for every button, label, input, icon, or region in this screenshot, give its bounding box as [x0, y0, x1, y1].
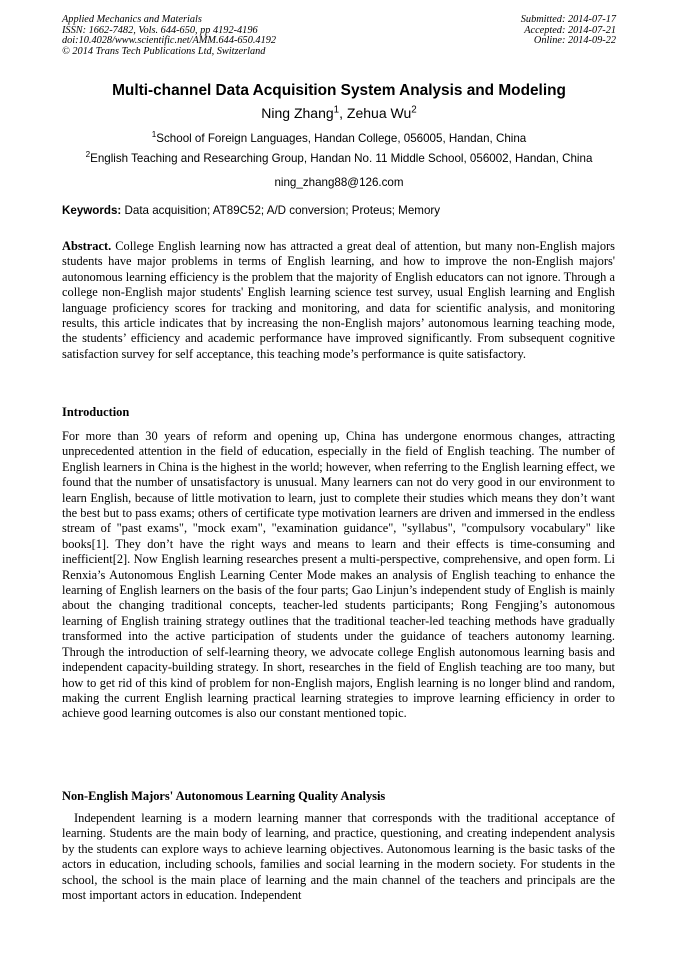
- author-name: Ning Zhang: [261, 105, 334, 121]
- abstract-text: College English learning now has attracted a great deal of attention, but many non-English majors students have major problems in terms of English learning, and how to improve the non-English majors' autonomous learning efficiency is the problem that the majority of English educators can not ignore. Through a college non-English major students' English learning science test survey, usual English learning and English language proficiency scores for tracking and monitoring, and data for scientific analysis, and monitoring results, this article indicates that by increasing the non-English majors’ autonomous learning teaching mode, the students’ efficiency and academic performance have improved significantly. From subsequent cognitive satisfaction survey for self acceptance, this teaching mode’s performance is quite satisfactory.: [62, 239, 615, 361]
- accepted-date: Accepted: 2014-07-21: [524, 24, 616, 36]
- issn-line: ISSN: 1662-7482, Vols. 644-650, pp 4192-4196: [62, 24, 258, 36]
- section-heading-introduction: Introduction: [62, 405, 130, 419]
- author-email: ning_zhang88@126.com: [274, 176, 404, 189]
- introduction-paragraph: For more than 30 years of reform and opening up, China has undergone enormous changes, attracting unprecedented attention in the field of education, especially in the field of English teaching. The number of English learners in China is the highest in the world; however, when referring to the English learning effect, we found that the number of unsatisfactory is unusual. Many learners can not do very good in our environment to learn English, because of little motivation to learn, just to complete their studies which means they don’t want the best but to pass exams; others of certificate type motivation learners are driven and immersed in the endless stream of "past exams", "mock exam", "examination guidance", "syllabus", "compulsory vocabulary" like books[1]. They don’t have the right ways and means to learn and their effects is time-consuming and inefficient[2]. Now English learning researches present a multi-perspective, comprehensive, and open form. Li Renxia’s Autonomous English Learning Center Mode makes an analysis of English teaching to enhance the learning of English learners on the basis of the four parts; Gao Linjun’s independent study of English is mainly about the changing traditional concepts, teacher-led students participants; Rong Fengjing’s autonomous learning of English training strategy outlines that the traditional teacher-led teaching methods have gradually transformed into the active participation of students under the guidance of teachers autonomy learning. Through the introduction of self-learning theory, we advocate college English autonomous learning basis and independent capacity-building strategy. In short, researches in the field of English teaching are too many, but how to get rid of this kind of problem for non-English majors, English learning is no longer blind and random, making the current English learning practical learning strategies to improve learning efficiency in order to achieve good learning outcomes is also our constant mentioned topic.: [62, 429, 615, 721]
- keywords-text: Data acquisition; AT89C52; A/D conversion; Proteus; Memory: [124, 204, 441, 217]
- affiliation-marker: 2: [411, 104, 417, 116]
- abstract-paragraph: [62, 239, 615, 362]
- keywords-label: Keywords:: [62, 204, 122, 217]
- affiliation-marker: 1: [151, 130, 157, 140]
- journal-name: Applied Mechanics and Materials: [62, 14, 202, 25]
- affiliation-text: School of Foreign Languages, Handan College, 056005, Handan, China: [156, 132, 527, 145]
- affiliation-1: [0, 132, 678, 145]
- paper-title: Multi-channel Data Acquisition System Analysis and Modeling: [112, 82, 566, 99]
- copyright-line: © 2014 Trans Tech Publications Ltd, Switzerland: [62, 45, 266, 57]
- doi-line: doi:10.4028/www.scientific.net/AMM.644-650.4192: [62, 35, 277, 47]
- affiliation-text: English Teaching and Researching Group, Handan No. 11 Middle School, 056002, Handan, China: [90, 152, 593, 165]
- publication-dates: [521, 15, 616, 47]
- affiliation-marker: 1: [333, 104, 340, 116]
- author-name: Zehua Wu: [346, 105, 412, 121]
- submitted-date: Submitted: 2014-07-17: [520, 14, 616, 25]
- quality-analysis-paragraph: Independent learning is a modern learning manner that corresponds with the traditional acceptance of learning. Students are the main body of learning, and practice, questioning, and creating independent analysis by the students can explore ways to achieve learning objectives. Autonomous learning is the basic tasks of the actors in education, including schools, families and social learning in the modern society. For students in the school, the school is the main place of learning and the main channel of the teachers and principals are the most important actors in education. Independent: [62, 811, 615, 903]
- author-line: [0, 105, 678, 121]
- section-heading-quality-analysis: Non-English Majors' Autonomous Learning Quality Analysis: [62, 789, 386, 803]
- author-separator: ,: [339, 105, 347, 121]
- affiliation-2: [0, 152, 678, 165]
- journal-info: [62, 15, 276, 57]
- online-date: Online: 2014-09-22: [533, 35, 616, 47]
- affiliation-marker: 2: [85, 150, 91, 160]
- abstract-label: Abstract.: [62, 239, 112, 253]
- keywords-line: [62, 204, 440, 217]
